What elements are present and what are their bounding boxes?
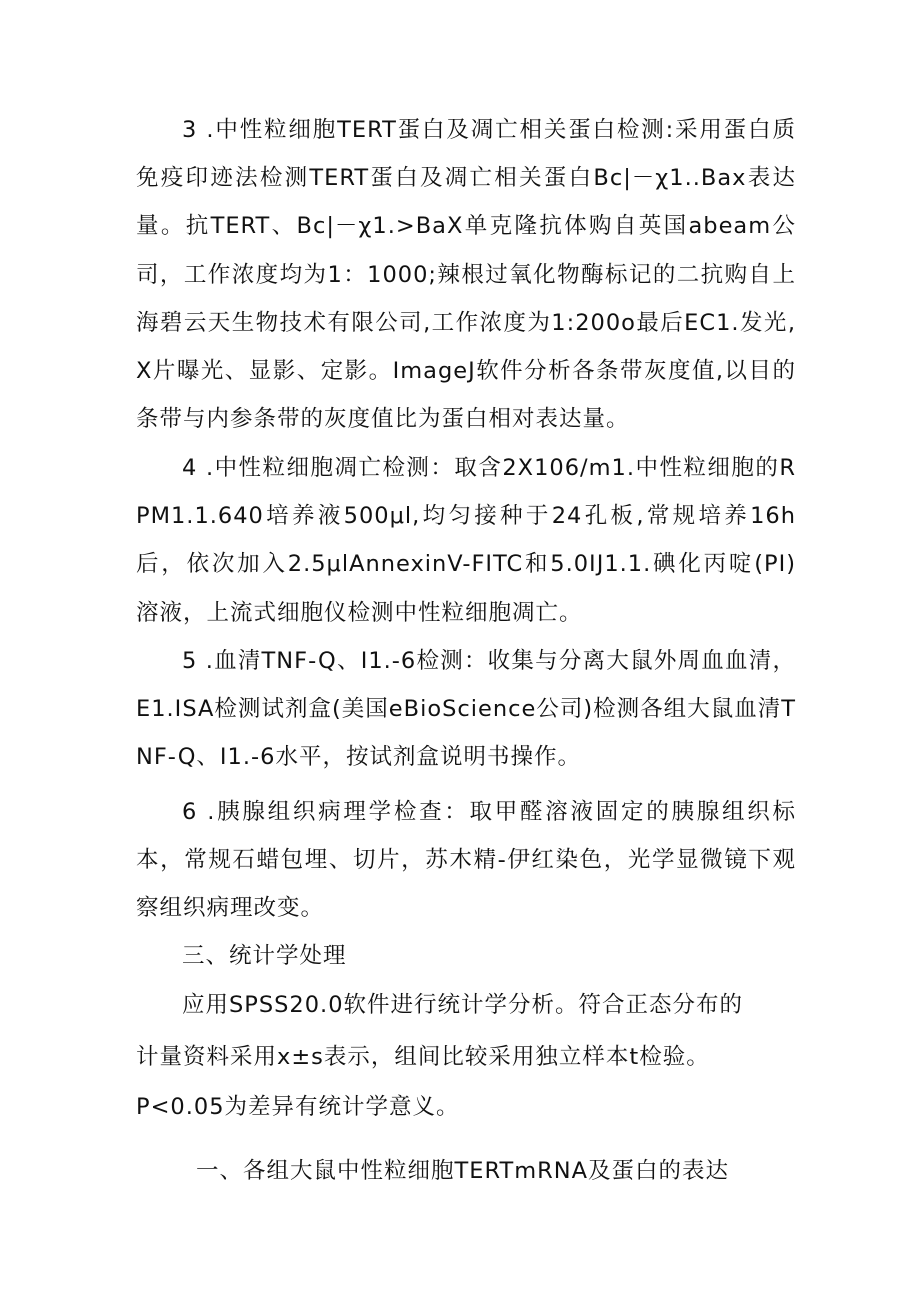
- paragraph-tert-protein-detection: 3 .中性粒细胞TERT蛋白及凋亡相关蛋白检测:采用蛋白质免疫印迹法检测TERT蛋白及凋亡相关蛋白Bc|－χ1..Bax表达量。抗TERT、Bc|－χ1.>BaX单克隆抗体购自英国abeam公司，工作浓度均为1：1000;辣根过氧化物酶标记的二抗购自上海碧云天生物技术有限公司,工作浓度为1:200o最后EC1.发光,X片曝光、显影、定影。ImageJ软件分析各条带灰度值,以目的条带与内参条带的灰度值比为蛋白相对表达量。: [136, 117, 796, 433]
- section-title-statistics: 三、统计学处理: [182, 943, 347, 969]
- result-heading: 一、各组大鼠中性粒细胞TERTmRNA及蛋白的表达: [196, 1158, 729, 1184]
- paragraph-neutrophil-apoptosis: 4 .中性粒细胞凋亡检测：取含2X106/m1.中性粒细胞的RPM1.1.640培养液500μl,均匀接种于24孔板,常规培养16h后，依次加入2.5μlAnnexinV-FITC和5.0IJ1.1.碘化丙啶(PI)溶液，上流式细胞仪检测中性粒细胞凋亡。: [136, 455, 796, 626]
- stats-line-3: P<0.05为差异有统计学意义。: [136, 1094, 460, 1120]
- stats-line-1: 应用SPSS20.0软件进行统计学分析。符合正态分布的: [182, 992, 744, 1018]
- stats-line-2: 计量资料采用x±s表示，组间比较采用独立样本t检验。: [136, 1044, 710, 1070]
- paragraph-serum-tnf-il6: 5 .血清TNF-Q、I1.-6检测：收集与分离大鼠外周血血清，E1.ISA检测试剂盒(美国eBioScience公司)检测各组大鼠血清TNF-Q、I1.-6水平，按试剂盒说明书操作。: [136, 648, 796, 771]
- paragraph-pancreas-pathology: 6 .胰腺组织病理学检查：取甲醛溶液固定的胰腺组织标本，常规石蜡包埋、切片，苏木精-伊红染色，光学显微镜下观察组织病理改变。: [136, 799, 796, 922]
